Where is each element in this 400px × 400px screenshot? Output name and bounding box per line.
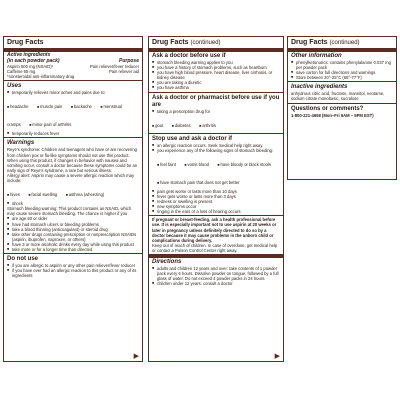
list-item: ■ take other drugs containing prescription or nonprescription NSAIDs (aspirin, ibuprofen, naproxen, or others) [7, 232, 139, 242]
list-item: ■ shock [7, 201, 139, 206]
stop-use-list-2 [149, 189, 283, 214]
list-item: ■ you are taking a diuretic [152, 80, 280, 85]
list-item: ■ ringing in the ears or a loss of hearing occurs [152, 209, 280, 214]
active-ingredients-heading: Active ingredients [7, 52, 51, 58]
stop-use-heading: Stop use and ask a doctor if [152, 135, 233, 142]
divider-line [149, 92, 283, 93]
allergy-list-2 [4, 201, 142, 206]
directions-heading: Directions [152, 258, 182, 265]
do-not-use-heading: Do not use [7, 256, 38, 263]
list-item: ■ diabetes [172, 123, 191, 128]
ask-pharmacist-inline-list [149, 114, 283, 132]
divider-line [4, 80, 142, 81]
list-item: ■ redness or swelling is present [152, 199, 280, 204]
list-item: ■ you have asthma [152, 85, 280, 90]
list-item: ■ asthma (wheezing) [66, 192, 104, 197]
divider-line [4, 253, 142, 254]
list-item: ■ vomit blood [184, 162, 209, 167]
do-not-use-list [4, 263, 142, 278]
divider-line [149, 133, 283, 134]
warnings-heading: Warnings [7, 140, 35, 147]
list-item: ■ you have a history of stomach problems, such as heartburn [152, 65, 280, 70]
list-item: ■ pain gets worse or lasts more than 10 days [152, 189, 280, 194]
triangle-right-icon: ▶ [133, 353, 139, 360]
list-item: ■ temporarily reduces fever [7, 131, 139, 136]
list-item: ■ headache [7, 104, 29, 109]
list-item: ■ backache [71, 104, 92, 109]
directions-list [149, 266, 283, 286]
list-item [291, 60, 393, 70]
list-item: ■ have stomach pain that does not get better [157, 180, 239, 185]
list-item: ■ adults and children 12 years and over: take contents of 1 powder pack every 6 hours. Dissolve powder on tongue, followed by a full glass of water. Do not exceed 4 powder packs in 24 hours. [152, 266, 280, 281]
ingredient-purpose: Pain reliever aid [108, 69, 139, 75]
list-item: ■ feel faint [157, 162, 176, 167]
list-item: ■ if you are allergic to aspirin or any other pain reliever/fever reducer [7, 263, 139, 268]
list-item: ■ taking a prescription drug for [152, 109, 280, 114]
stop-use-list [149, 143, 283, 153]
ask-pharmacist-heading: Ask a doctor or pharmacist before use if you are [152, 94, 280, 108]
stop-use-sub-list [149, 153, 283, 189]
divider-line [288, 81, 396, 82]
continued-label: (continued) [329, 40, 360, 46]
stomach-bleeding-text: Stomach bleeding warning: This product contains an NSAID, which may cause severe stomach bleeding. The chance is higher if you [7, 206, 132, 217]
nsaid-footnote: *nonsteroidal anti-inflammatory drug [7, 74, 75, 80]
divider-line [149, 215, 283, 216]
list-item: ■ take more or for a longer time than directed [7, 247, 139, 252]
list-item: ■ muscle pain [37, 104, 62, 109]
drug-facts-title-text: Drug Facts [291, 39, 328, 46]
ingredient-purpose: Pain reliever/fever reducer [89, 64, 139, 69]
list-item: ■ Store between 20°-25°C (68°-77°F) [291, 75, 393, 80]
list-item: ■ save carton for full directions and warnings [291, 70, 393, 75]
questions-phone-text: 1-800-221-4658 (Mon–Fri 9AM – 5PM EST) [291, 112, 374, 118]
list-item: ■ stomach bleeding warning applies to you [152, 60, 280, 65]
allergy-list [4, 183, 142, 201]
drug-facts-title [149, 37, 283, 48]
other-information-list [288, 60, 396, 80]
questions-heading: Questions or comments? [291, 105, 364, 112]
drug-facts-title-text: Drug Facts [152, 39, 189, 46]
keep-out-of-reach-text: Keep out of reach of children. In case of overdose, get medical help or contact a Poison Control Center right away. [152, 242, 278, 253]
list-item: ■ new symptoms occur [152, 204, 280, 209]
allergy-alert-text: Allergy alert: Aspirin may cause a severe allergic reaction which may include: [7, 172, 135, 184]
list-item: ■ an allergic reaction occurs. Seek medical help right away. [152, 143, 280, 148]
list-item: ■ fever gets worse or lasts more than 3 days [152, 194, 280, 199]
list-item: ■ menstrual cramps [7, 104, 122, 127]
uses-list [4, 90, 142, 95]
drug-facts-panel-3 [287, 36, 397, 180]
list-item: ■ if you have ever had an allergic reaction to this product or any of its ingredients [7, 268, 139, 278]
list-item-text: phenylketonurics: contains phenylalanine 0.037 mg per powder pack [296, 60, 391, 71]
inactive-ingredients-text: anhydrous citric acid, fructose, mannitol, neotame, sodium citrate monobasic, sucralose [291, 91, 385, 102]
list-item: ■ take a blood thinning (anticoagulant) or steroid drug [7, 227, 139, 232]
drug-facts-title [288, 37, 396, 48]
triangle-right-icon: ▶ [274, 353, 280, 360]
ingredient-name: Aspirin 500 mg (NSAID)* [7, 64, 54, 69]
drug-facts-panel-2 [148, 36, 284, 362]
active-ingredients-subheading: (in each powder pack) [7, 58, 60, 64]
inactive-ingredients-heading: Inactive ingredients [291, 84, 348, 91]
list-item: ■ have had stomach ulcers or bleeding problems [7, 222, 139, 227]
list-item: ■ you experience any of the following signs of stomach bleeding: [152, 148, 280, 153]
ingredient-name: Caffeine 65 mg [7, 69, 36, 75]
uses-list-2 [4, 131, 142, 136]
list-item: ■ gout [152, 123, 163, 128]
ask-doctor-list [149, 60, 283, 91]
other-information-heading: Other information [291, 53, 342, 59]
uses-heading: Uses [7, 83, 22, 90]
list-item: ■ temporarily relieves minor aches and pains due to: [7, 90, 139, 95]
continued-label: (continued) [190, 40, 221, 46]
drug-facts-title: Drug Facts [7, 39, 44, 46]
drug-facts-panel-1 [3, 36, 143, 362]
ask-pharmacist-list [149, 109, 283, 114]
list-item: ■ have 3 or more alcoholic drinks every day while using this product [7, 242, 139, 247]
list-item: ■ children under 12 years: consult a doctor [152, 281, 280, 286]
list-item: ■ hives [7, 192, 20, 197]
reye-warning-text: Reye's syndrome: Children and teenagers who have or are recovering from chicken pox or flu-like symptoms should not use this product. When using this product, if changes in behavior with nausea and vomiting occur, consult a doctor because these symptoms could be an early sign of Reye's syndrome, a rare but serious illness. [7, 147, 138, 173]
stomach-bleeding-list [4, 216, 142, 252]
purpose-heading: Purpose [118, 58, 139, 64]
ask-doctor-heading: Ask a doctor before use if [152, 53, 226, 59]
pregnancy-warning-text: If pregnant or breast-feeding, ask a health professional before use. It is especially important not to use aspirin at 20 weeks or later in pregnancy unless definitely directed to do so by a doctor because it may cause problems in the unborn child or complications during delivery. [152, 217, 277, 243]
list-item: ■ facial swelling [28, 192, 57, 197]
list-item: ■ have bloody or black stools [217, 162, 271, 167]
divider-line [4, 137, 142, 138]
uses-inline-list [4, 95, 142, 131]
list-item: ■ you have high blood pressure, heart disease, liver cirrhosis, or kidney disease [152, 70, 280, 80]
list-item: ■ are age 60 or older [7, 216, 139, 221]
list-item: ■ arthritis [199, 123, 216, 128]
list-item: ■ minor pain of arthritis [29, 122, 71, 127]
divider-line [288, 103, 396, 104]
